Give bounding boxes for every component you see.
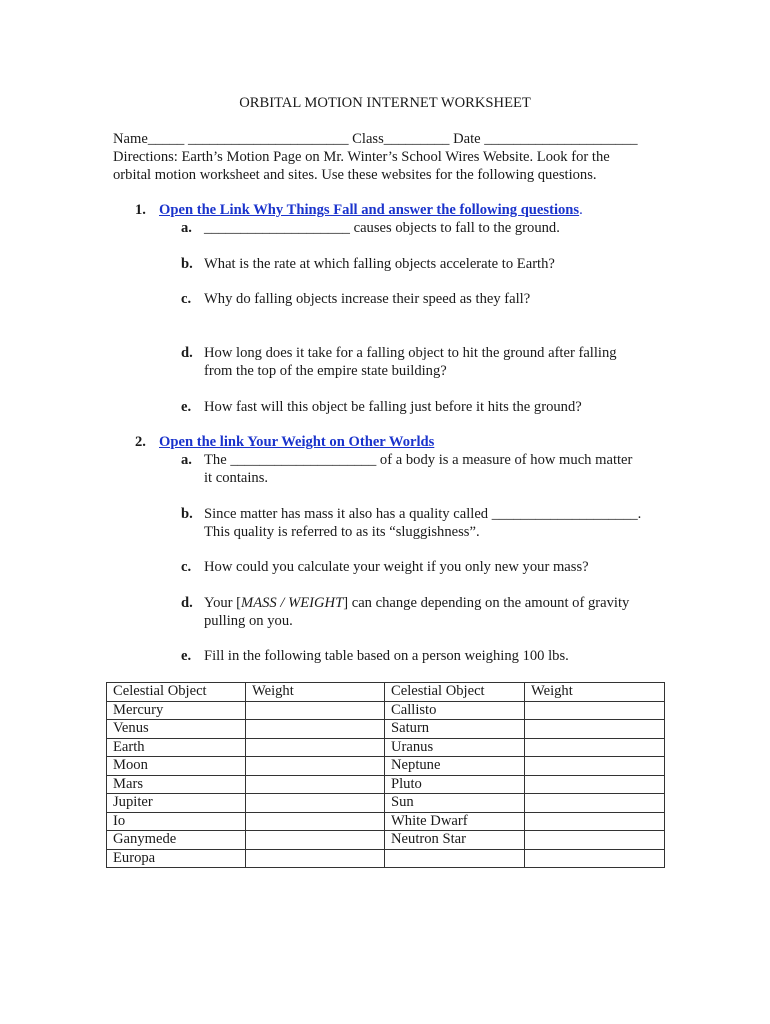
q2-b-text-line-2: This quality is referred to as its “sluggishness”. (204, 524, 480, 540)
q2-d-letter: d. (181, 595, 193, 611)
table-row (107, 701, 665, 720)
q1-c-letter: c. (181, 291, 192, 307)
table-header-row (107, 683, 665, 702)
directions-line-2: orbital motion worksheet and sites. Use these websites for the following questions. (113, 167, 597, 183)
q2-d-suffix: ] can change depending on the amount of gravity (343, 595, 630, 611)
q2-d-text-line-2: pulling on you. (204, 613, 293, 629)
weight-table (106, 682, 665, 868)
header-celestial-object-right: Celestial Object (385, 683, 525, 702)
weight-input-cell[interactable] (525, 757, 665, 776)
weight-input-cell[interactable] (525, 849, 665, 868)
your-weight-other-worlds-link[interactable]: Open the link Your Weight on Other Worlds (159, 434, 435, 450)
table-row (107, 757, 665, 776)
q1-e-letter: e. (181, 399, 192, 415)
table-row (107, 738, 665, 757)
weight-input-cell[interactable] (246, 701, 385, 720)
directions-line-1: Directions: Earth’s Motion Page on Mr. Winter’s School Wires Website. Look for the (113, 149, 610, 165)
weight-input-cell[interactable] (246, 794, 385, 813)
question-1-number: 1. (135, 202, 146, 218)
object-cell: Sun (385, 794, 525, 813)
table-row (107, 849, 665, 868)
weight-input-cell[interactable] (246, 831, 385, 850)
why-things-fall-link[interactable]: Open the Link Why Things Fall and answer the following questions (159, 202, 580, 218)
q2-b-letter: b. (181, 506, 193, 522)
q2-b-text-line-1: Since matter has mass it also has a quality called ____________________. (204, 506, 642, 522)
q2-a-text-line-1: The ____________________ of a body is a measure of how much matter (204, 452, 633, 468)
header-celestial-object-left: Celestial Object (107, 683, 246, 702)
weight-input-cell[interactable] (246, 849, 385, 868)
object-cell (385, 849, 525, 868)
table-row (107, 794, 665, 813)
q2-d-text-line-1 (204, 594, 629, 612)
object-cell: Jupiter (107, 794, 246, 813)
q2-e-text: Fill in the following table based on a person weighing 100 lbs. (204, 648, 569, 664)
table-row (107, 831, 665, 850)
weight-input-cell[interactable] (525, 812, 665, 831)
weight-input-cell[interactable] (246, 812, 385, 831)
object-cell: Neptune (385, 757, 525, 776)
object-cell: Mercury (107, 701, 246, 720)
object-cell: Moon (107, 757, 246, 776)
name-class-date-line: Name_____ ______________________ Class_________ Date _____________________ (113, 131, 638, 147)
weight-input-cell[interactable] (525, 738, 665, 757)
object-cell: Mars (107, 775, 246, 794)
q1-d-text-line-1: How long does it take for a falling object to hit the ground after falling (204, 345, 617, 361)
header-weight-right: Weight (525, 683, 665, 702)
object-cell: Io (107, 812, 246, 831)
q2-c-letter: c. (181, 559, 192, 575)
q1-c-text: Why do falling objects increase their speed as they fall? (204, 291, 531, 307)
object-cell: Saturn (385, 720, 525, 739)
q1-d-text-line-2: from the top of the empire state building? (204, 363, 447, 379)
question-1-heading (159, 201, 583, 219)
q1-a-letter: a. (181, 220, 192, 236)
table-row (107, 720, 665, 739)
weight-input-cell[interactable] (246, 720, 385, 739)
q1-d-letter: d. (181, 345, 193, 361)
q1-e-text: How fast will this object be falling just before it hits the ground? (204, 399, 582, 415)
question-2-number: 2. (135, 434, 146, 450)
weight-input-cell[interactable] (525, 775, 665, 794)
object-cell: Callisto (385, 701, 525, 720)
object-cell: Uranus (385, 738, 525, 757)
weight-input-cell[interactable] (525, 831, 665, 850)
object-cell: Europa (107, 849, 246, 868)
object-cell: White Dwarf (385, 812, 525, 831)
weight-input-cell[interactable] (246, 738, 385, 757)
q1-b-letter: b. (181, 256, 193, 272)
table-row (107, 775, 665, 794)
weight-input-cell[interactable] (525, 794, 665, 813)
q1-b-text: What is the rate at which falling objects accelerate to Earth? (204, 256, 555, 272)
q2-c-text: How could you calculate your weight if you only new your mass? (204, 559, 589, 575)
weight-input-cell[interactable] (246, 757, 385, 776)
weight-input-cell[interactable] (525, 701, 665, 720)
object-cell: Ganymede (107, 831, 246, 850)
q1-a-text: ____________________ causes objects to fall to the ground. (204, 220, 560, 236)
q2-d-prefix: Your [ (204, 595, 242, 611)
q2-e-letter: e. (181, 648, 192, 664)
object-cell: Neutron Star (385, 831, 525, 850)
question-1-period: . (579, 202, 583, 218)
q2-a-text-line-2: it contains. (204, 470, 269, 486)
table-row (107, 812, 665, 831)
header-weight-left: Weight (246, 683, 385, 702)
weight-input-cell[interactable] (246, 775, 385, 794)
q2-a-letter: a. (181, 452, 192, 468)
object-cell: Earth (107, 738, 246, 757)
worksheet-title: ORBITAL MOTION INTERNET WORKSHEET (239, 95, 531, 111)
object-cell: Venus (107, 720, 246, 739)
weight-input-cell[interactable] (525, 720, 665, 739)
mass-weight-choice: MASS / WEIGHT (241, 595, 344, 611)
object-cell: Pluto (385, 775, 525, 794)
